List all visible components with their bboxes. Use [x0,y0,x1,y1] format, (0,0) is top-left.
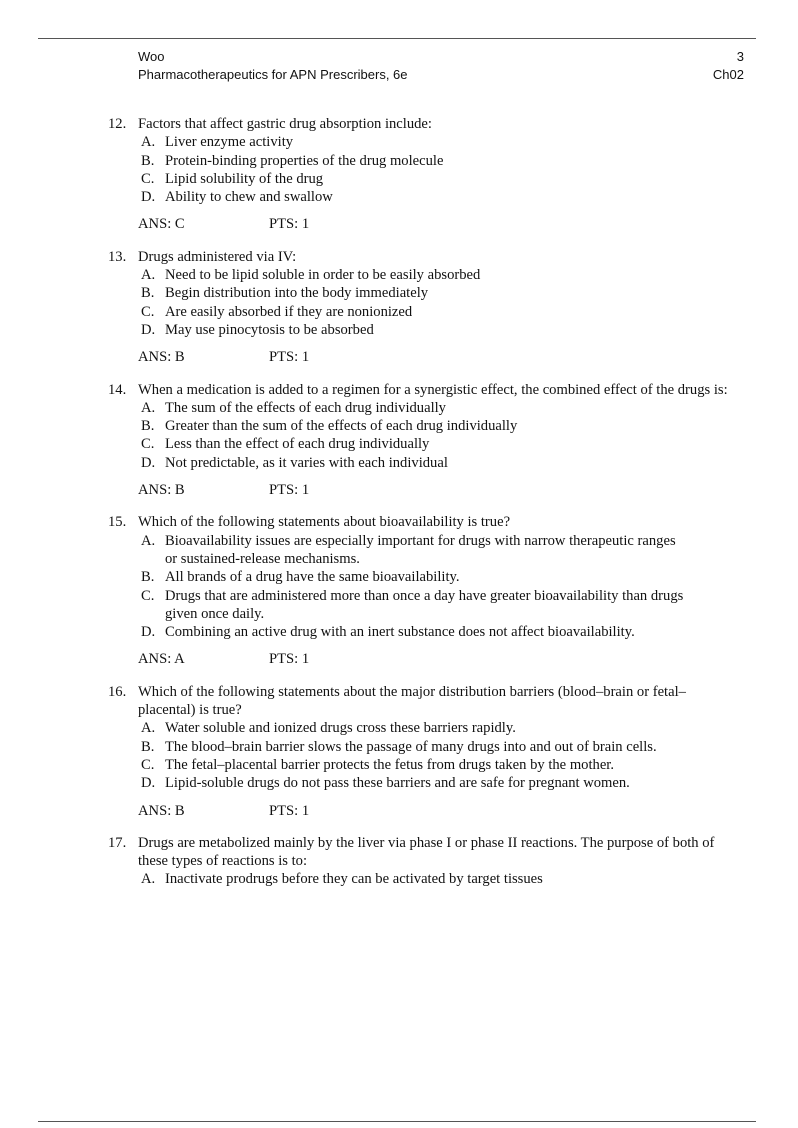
option-d [0,321,798,339]
points: PTS: 1 [269,349,310,366]
option-text: Greater than the sum of the effects of each drug individually [165,418,518,435]
option-d [0,774,798,792]
option-b [0,568,798,586]
option-b [0,417,798,435]
question-stem: Which of the following statements about bioavailability is true? [138,514,511,531]
option-letter: D. [141,189,156,206]
option-d [0,188,798,206]
answer-key: ANS: B [138,802,185,819]
points: PTS: 1 [269,651,310,668]
option-b [0,152,798,170]
option-a [0,266,798,284]
option-letter: C. [141,303,155,320]
question-stem: Drugs administered via IV: [138,248,297,265]
option-text: The fetal–placental barrier protects the fetus from drugs taken by the mother. [165,756,614,773]
option-a [0,532,798,569]
option-letter: A. [141,134,156,151]
option-letter: B. [141,285,155,302]
option-letter: D. [141,775,156,792]
option-c [0,756,798,774]
question-number: 15. [108,514,127,531]
option-text: Water soluble and ionized drugs cross these barriers rapidly. [165,720,516,737]
answer-row [138,481,798,499]
points: PTS: 1 [269,482,310,499]
option-text: Lipid-soluble drugs do not pass these barriers and are safe for pregnant women. [165,775,630,792]
question-15 [0,513,798,668]
option-b [0,738,798,756]
option-text: Begin distribution into the body immediately [165,285,429,302]
question-stem: Factors that affect gastric drug absorption include: [138,116,432,132]
option-letter: A. [141,267,156,284]
answer-row [138,650,798,668]
option-letter: A. [141,399,156,416]
option-text: Inactivate prodrugs before they can be activated by target tissues [165,871,543,888]
question-number: 12. [108,116,127,132]
option-text: Are easily absorbed if they are nonionized [165,303,413,320]
header-divider [38,38,756,39]
answer-row [138,215,798,233]
option-a [0,719,798,737]
option-text: Ability to chew and swallow [165,189,333,206]
header-page-number: 3 [736,49,744,64]
question-16 [0,683,798,820]
option-c [0,170,798,188]
option-text: Liver enzyme activity [165,134,294,151]
option-text: Not predictable, as it varies with each individual [165,454,448,471]
option-d [0,623,798,641]
answer-key: ANS: A [138,651,185,668]
option-letter: B. [141,152,155,169]
question-12 [0,115,798,234]
option-a [0,870,798,888]
option-letter: B. [141,569,155,586]
answer-options [0,266,798,339]
option-text: Less than the effect of each drug individually [165,436,430,453]
answer-options [0,870,798,888]
question-17 [0,834,798,889]
option-letter: C. [141,170,155,187]
question-14 [0,381,798,500]
option-text: Protein-binding properties of the drug molecule [165,152,444,169]
option-text: Bioavailability issues are especially important for drugs with narrow therapeutic ranges or sustained-release mechanisms. [165,532,676,567]
option-a [0,133,798,151]
question-number: 13. [108,248,127,265]
answer-key: ANS: B [138,482,185,499]
option-letter: C. [141,756,155,773]
option-letter: C. [141,436,155,453]
answer-options [0,133,798,206]
option-letter: A. [141,871,156,888]
answer-row [138,802,798,820]
option-d [0,454,798,472]
option-c [0,435,798,453]
question-number: 17. [108,834,127,851]
question-list [0,115,798,903]
answer-key: ANS: C [138,216,185,233]
option-letter: B. [141,418,155,435]
answer-options [0,399,798,472]
question-stem: When a medication is added to a regimen for a synergistic effect, the combined effect of the drugs is: [138,381,728,398]
footer-divider [38,1121,756,1122]
option-letter: A. [141,532,156,549]
option-text: Lipid solubility of the drug [165,170,324,187]
option-b [0,284,798,302]
points: PTS: 1 [269,216,310,233]
answer-options [0,532,798,642]
option-text: The sum of the effects of each drug individually [165,399,446,416]
option-text: Need to be lipid soluble in order to be easily absorbed [165,267,481,284]
option-letter: A. [141,720,156,737]
option-c [0,303,798,321]
question-stem: Which of the following statements about the major distribution barriers (blood–brain or fetal–placental) is true? [138,683,686,719]
header-chapter: Ch02 [712,67,744,82]
points: PTS: 1 [269,802,310,819]
answer-key: ANS: B [138,349,185,366]
option-text: The blood–brain barrier slows the passage of many drugs into and out of brain cells. [165,738,657,755]
question-stem: Drugs are metabolized mainly by the liver via phase I or phase II reactions. The purpose of both of these types of reactions is to: [138,834,715,870]
option-letter: B. [141,738,155,755]
option-letter: D. [141,321,156,338]
option-letter: C. [141,587,155,604]
option-letter: D. [141,454,156,471]
option-text: All brands of a drug have the same bioavailability. [165,569,460,586]
question-number: 16. [108,683,127,700]
option-text: Drugs that are administered more than once a day have greater bioavailability than drugs given once daily. [165,587,684,622]
option-a [0,399,798,417]
header-author: Woo [138,49,165,64]
answer-row [138,348,798,366]
header-book-title: Pharmacotherapeutics for APN Prescribers, 6e [138,67,408,82]
option-letter: D. [141,624,156,641]
option-c [0,587,798,624]
page-header [138,48,744,84]
answer-options [0,719,798,792]
option-text: Combining an active drug with an inert substance does not affect bioavailability. [165,624,635,641]
question-number: 14. [108,381,127,398]
question-13 [0,248,798,367]
option-text: May use pinocytosis to be absorbed [165,321,374,338]
